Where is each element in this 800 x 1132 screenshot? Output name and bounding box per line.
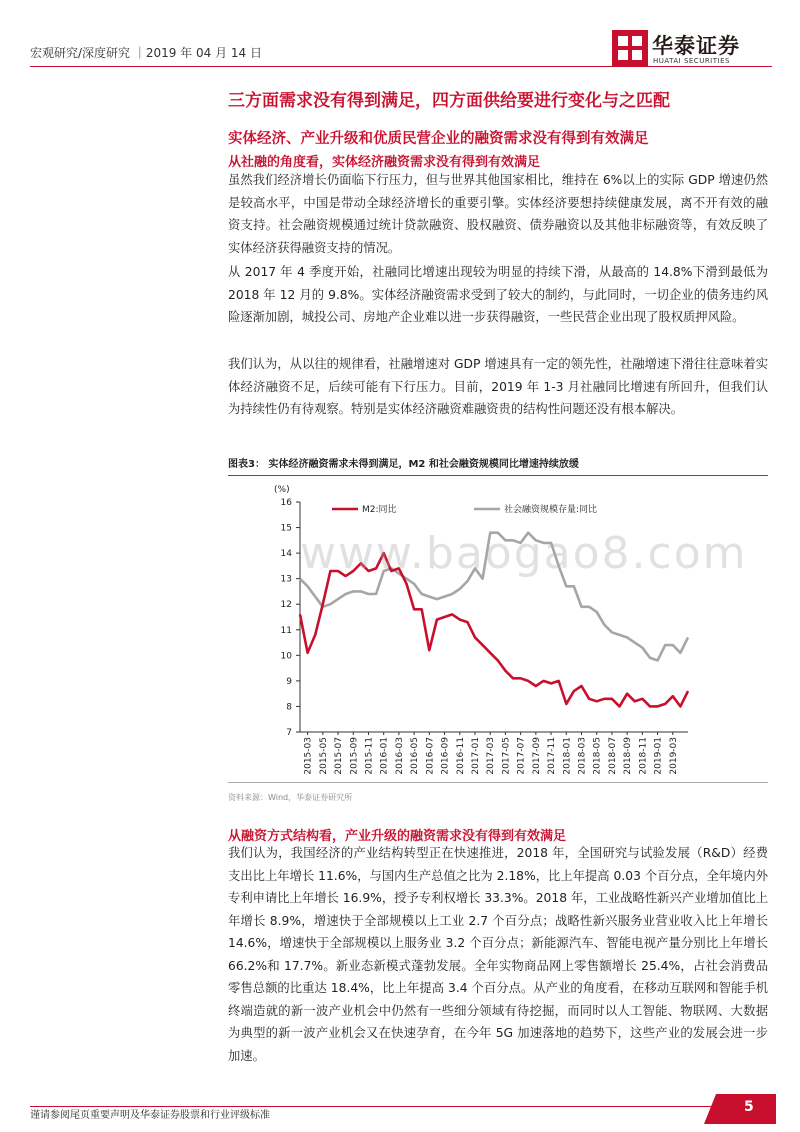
- footer-disclaimer: 谨请参阅尾页重要声明及华泰证券股票和行业评级标准: [30, 1110, 270, 1121]
- y-tick-label: 10: [280, 651, 292, 662]
- x-tick-label: 2018-09: [623, 737, 634, 775]
- logo-name-en: HUATAI SECURITIES: [653, 57, 730, 65]
- x-tick-label: 2019-03: [668, 737, 679, 775]
- x-tick-label: 2015-09: [349, 737, 360, 775]
- y-tick-label: 9: [286, 676, 292, 687]
- x-tick-label: 2016-07: [425, 737, 436, 775]
- figure-bottom-rule: [228, 782, 768, 783]
- paragraph-4: 我们认为，我国经济的产业结构转型正在快速推进，2018 年，全国研究与试验发展（R&D）经费支出比上年增长 11.6%，与国内生产总值之比为 2.18%，比上年提高 0.03 个百分点，全年境内外专利申请比上年增长 16.9%，授予专利权增长 33.3%。2018 年，工业战略性新兴产业增加值比上年增长 8.9%，增速快于全部规模以上工业 2.7 个百分点；战略性新兴服务业营业收入比上年增长 14.6%，增速快于全部规模以上服务业 3.2 个百分点；新能源汽车、智能电视产量分别比上年增长 66.2%和 17.7%。新业态新模式蓬勃发展。全年实物商品网上零售额增长 25.4%，占社会消费品零售总额的比重达 18.4%，比上年提高 3.4 个百分点。从产业的角度看，在移动互联网和智能手机终端造就的新一波产业机会中仍然有一些细分领域有待挖掘，而同时以人工智能、物联网、大数据为典型的新一波产业机会又在快速孕育，在今年 5G 加速落地的趋势下，这些产业的发展会进一步加速。: [228, 846, 768, 1063]
- paragraph-3: 我们认为，从以往的规律看，社融增速对 GDP 增速具有一定的领先性，社融增速下滑往往意味着实体经济融资不足，后续可能有下行压力。目前，2019 年 1-3 月社融同比增速有所回升，但我们认为持续性仍有待观察。特别是实体经济融资难融资贵的结构性问题还没有根本解决。: [228, 357, 768, 416]
- x-tick-label: 2016-11: [455, 737, 466, 775]
- y-tick-label: 7: [286, 728, 292, 738]
- watermark: www.baogao8.com: [300, 528, 748, 579]
- x-tick-label: 2017-11: [547, 737, 558, 775]
- y-tick-label: 12: [280, 600, 292, 611]
- x-tick-label: 2015-05: [318, 737, 329, 775]
- figure-title: 图表3： 实体经济融资需求未得到满足，M2 和社会融资规模同比增速持续放缓: [228, 459, 579, 470]
- y-tick-label: 15: [280, 523, 292, 534]
- x-tick-label: 2019-01: [653, 737, 664, 775]
- y-tick-label: 14: [280, 549, 292, 560]
- header-divider: [30, 66, 772, 67]
- x-tick-label: 2016-09: [440, 737, 451, 775]
- x-tick-label: 2015-07: [334, 737, 345, 775]
- logo-name: 华泰证券: [652, 34, 740, 58]
- paragraph-1: 虽然我们经济增长仍面临下行压力，但与世界其他国家相比，维持在 6%以上的实际 GDP 增速仍然是较高水平，中国是带动全球经济增长的重要引擎。实体经济要想持续健康发展，离不开有效的融资支持。社会融资规模通过统计贷款融资、股权融资、债券融资以及其他非标融资等，有效反映了实体经济获得融资支持的情况。: [228, 173, 768, 255]
- page-number: 5: [744, 1099, 754, 1115]
- figure-top-rule: [228, 475, 768, 476]
- subsection-title-financing-structure: 从融资方式结构看，产业升级的融资需求没有得到有效满足: [228, 829, 567, 844]
- paragraph-2: 从 2017 年 4 季度开始，社融同比增速出现较为明显的持续下滑，从最高的 14.8%下滑到最低为 2018 年 12 月的 9.8%。实体经济融资需求受到了较大的制约，与此同时，一切企业的债务违约风险逐渐加剧，城投公司、房地产企业难以进一步获得融资，一些民营企业出现了股权质押风险。: [228, 265, 768, 324]
- x-tick-label: 2018-01: [562, 737, 573, 775]
- x-tick-label: 2015-03: [303, 737, 314, 775]
- m2-tsf-line-chart: [228, 478, 768, 778]
- x-tick-label: 2017-03: [486, 737, 497, 775]
- breadcrumb: 宏观研究/深度研究 ｜2019 年 04 月 14 日: [30, 46, 263, 60]
- y-tick-label: 16: [280, 498, 292, 508]
- x-tick-label: 2016-03: [394, 737, 405, 775]
- x-tick-label: 2016-05: [410, 737, 421, 775]
- figure-source: 资料来源：Wind，华泰证券研究所: [228, 793, 353, 802]
- y-tick-label: 11: [280, 625, 292, 636]
- y-tick-label: 13: [280, 574, 292, 585]
- x-tick-label: 2017-09: [531, 737, 542, 775]
- legend-tsf-label: 社会融资规模存量:同比: [504, 505, 598, 515]
- legend-m2-label: M2:同比: [362, 505, 397, 515]
- x-tick-label: 2017-05: [501, 737, 512, 775]
- section-title: 实体经济、产业升级和优质民营企业的融资需求没有得到有效满足: [228, 131, 649, 147]
- x-tick-label: 2018-11: [638, 737, 649, 775]
- x-tick-label: 2015-11: [364, 737, 375, 775]
- x-tick-label: 2016-01: [379, 737, 390, 775]
- y-unit-label: (%): [274, 485, 290, 495]
- x-tick-label: 2018-05: [592, 737, 603, 775]
- x-tick-label: 2018-07: [607, 737, 618, 775]
- x-tick-label: 2018-03: [577, 737, 588, 775]
- page-number-badge: [704, 1094, 776, 1124]
- x-tick-label: 2017-07: [516, 737, 527, 775]
- x-tick-label: 2017-01: [470, 737, 481, 775]
- y-tick-label: 8: [286, 702, 292, 713]
- subsection-title-social-financing: 从社融的角度看，实体经济融资需求没有得到有效满足: [228, 155, 541, 170]
- main-title: 三方面需求没有得到满足，四方面供给要进行变化与之匹配: [228, 91, 670, 111]
